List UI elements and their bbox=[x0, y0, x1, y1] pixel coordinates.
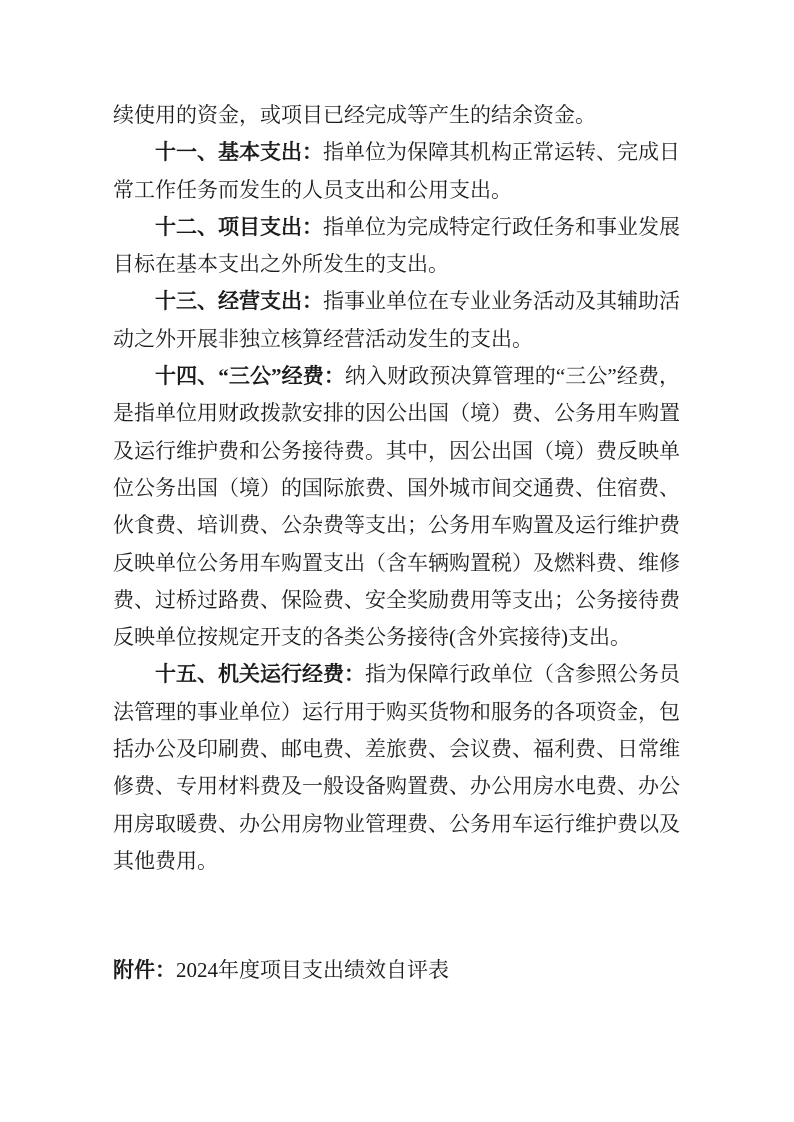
term-item-15 bbox=[113, 656, 680, 880]
term-label-13: 十三、经营支出： bbox=[155, 289, 323, 314]
term-text-14: 纳入财政预决算管理的“三公”经费，是指单位用财政拨款安排的因公出国（境）费、公务用车购置及运行维护费和公务接待费。其中，因公出国（境）费反映单位公务出国（境）的国际旅费、国外城市间交通费、住宿费、伙食费、培训费、公杂费等支出；公务用车购置及运行维护费反映单位公务用车购置支出（含车辆购置税）及燃料费、维修费、过桥过路费、保险费、安全奖励费用等支出；公务接待费反映单位按规定开支的各类公务接待(含外宾接待)支出。 bbox=[113, 364, 681, 650]
attachment-text: 2024年度项目支出绩效自评表 bbox=[176, 958, 449, 983]
term-item-11 bbox=[113, 134, 680, 209]
attachment-line bbox=[113, 952, 680, 989]
paragraph-continuation bbox=[113, 97, 680, 134]
term-item-12 bbox=[113, 209, 680, 284]
term-label-14: 十四、“三公”经费： bbox=[155, 364, 345, 389]
attachment-label: 附件： bbox=[113, 958, 176, 983]
term-item-14 bbox=[113, 358, 680, 656]
term-text-15: 指为保障行政单位（含参照公务员法管理的事业单位）运行用于购买货物和服务的各项资金，包括办公及印刷费、邮电费、差旅费、会议费、福利费、日常维修费、专用材料费及一般设备购置费、办公用房水电费、办公用房取暖费、办公用房物业管理费、公务用车运行维护费以及其他费用。 bbox=[113, 662, 680, 873]
term-label-11: 十一、基本支出： bbox=[155, 140, 323, 165]
continuation-text: 续使用的资金，或项目已经完成等产生的结余资金。 bbox=[113, 103, 596, 127]
document-body bbox=[113, 97, 680, 990]
term-label-15: 十五、机关运行经费： bbox=[155, 662, 365, 687]
term-text-12: 指单位为完成特定行政任务和事业发展目标在基本支出之外所发生的支出。 bbox=[113, 214, 680, 277]
term-item-13 bbox=[113, 283, 680, 358]
term-text-11: 指单位为保障其机构正常运转、完成日常工作任务而发生的人员支出和公用支出。 bbox=[113, 140, 680, 202]
term-text-13: 指事业单位在专业业务活动及其辅助活动之外开展非独立核算经营活动发生的支出。 bbox=[113, 289, 680, 351]
term-label-12: 十二、项目支出： bbox=[155, 214, 323, 239]
